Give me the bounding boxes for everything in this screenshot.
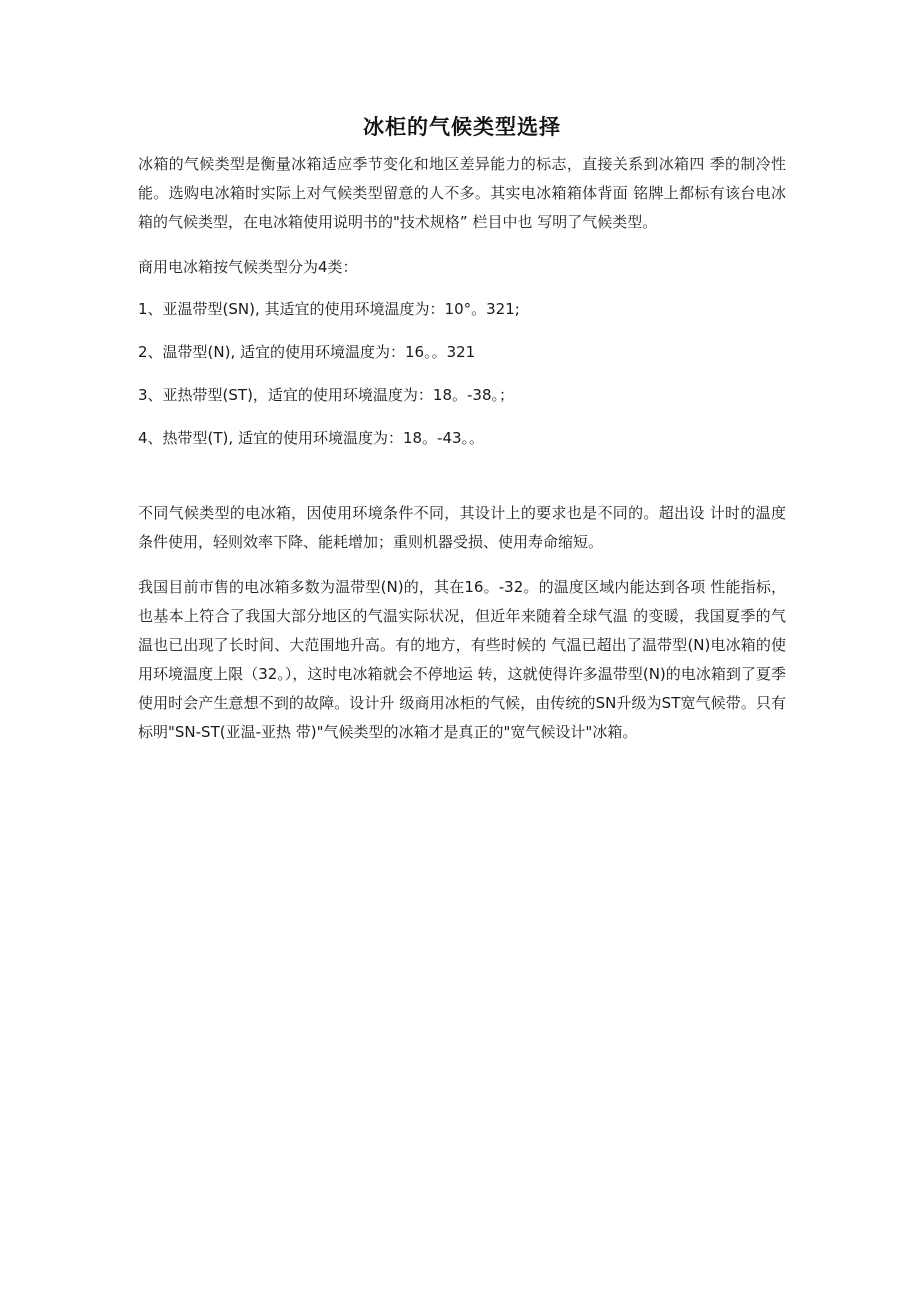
document-page xyxy=(138,112,786,747)
climate-type-t: 4、热带型(T), 适宜的使用环境温度为：18。-43。。 xyxy=(138,429,485,447)
classification-lead: 商用电冰箱按气候类型分为4类： xyxy=(138,258,358,276)
document-title: 冰柜的气候类型选择 xyxy=(363,115,561,139)
climate-type-st: 3、亚热带型(ST)，适宜的使用环境温度为：18。-38。； xyxy=(138,386,515,404)
current-market-paragraph: 我国目前市售的电冰箱多数为温带型(N)的，其在16。-32。的温度区域内能达到各项 性能指标，也基本上符合了我国大部分地区的气温实际状况，但近年来随着全球气温 的变暖，我国夏季的气温也已出现了长时间、大范围地升高。有的地方，有些时候的 气温已超出了温带型(N)电冰箱的使用环境温度上限（32。），这时电冰箱就会不停地运 转，这就使得许多温带型(N)的电冰箱到了夏季使用时会产生意想不到的故障。设计升 级商用冰柜的气候，由传统的SN升级为ST宽气候带。只有标明"SN-ST(亚温-亚热 带)"气候类型的冰箱才是真正的"宽气候设计"冰箱。 xyxy=(138,578,786,741)
difference-paragraph: 不同气候类型的电冰箱，因使用环境条件不同，其设计上的要求也是不同的。超出设 计时的温度条件使用，轻则效率下降、能耗增加；重则机器受损、使用寿命缩短。 xyxy=(138,504,786,551)
climate-type-sn: 1、亚温带型(SN), 其适宜的使用环境温度为：10°。321; xyxy=(138,300,520,318)
intro-paragraph: 冰箱的气候类型是衡量冰箱适应季节变化和地区差异能力的标志，直接关系到冰箱四 季的制冷性能。选购电冰箱时实际上对气候类型留意的人不多。其实电冰箱箱体背面 铭牌上都标有该台电冰箱的气候类型，在电冰箱使用说明书的"技术规格” 栏目中也 写明了气候类型。 xyxy=(138,155,786,231)
climate-type-n: 2、温带型(N), 适宜的使用环境温度为：16。。321 xyxy=(138,343,476,361)
